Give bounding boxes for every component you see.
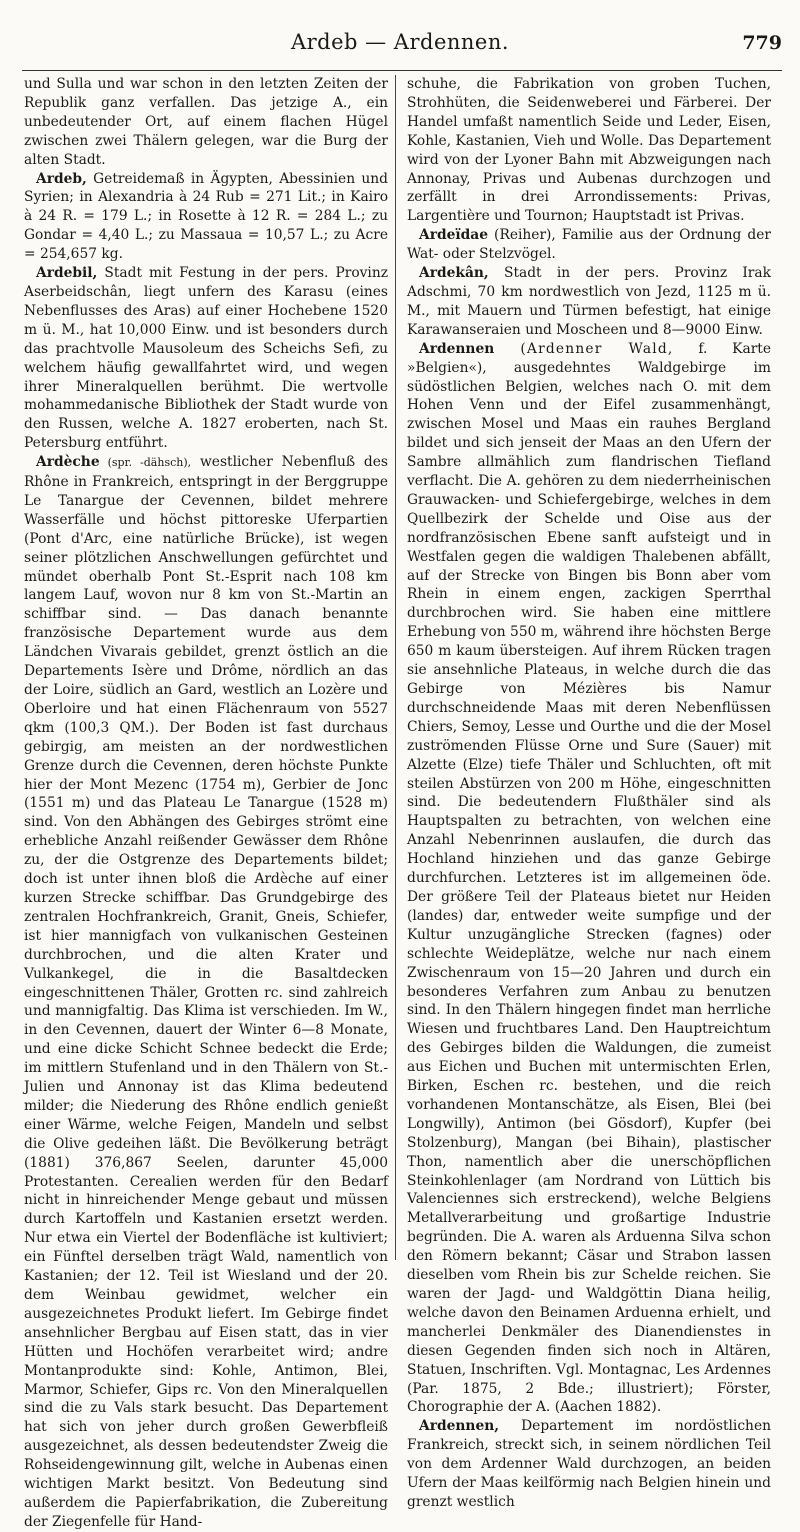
entry-ardennen <box>407 340 771 1418</box>
right-column <box>407 75 772 1510</box>
entry-ardebil-text: Stadt mit Festung in der pers. Provinz Aserbeidschân, liegt unfern des Karasu (eines Nebenflusses des Aras) auf einer Hochebene 1520 m ü. M., hat 10,000 Einw. und ist besonders durch das prachtvolle Mausoleum des Scheichs Sefi, zu welchem häufig gewallfahrtet wird, und wegen ihrer Mineralquellen berühmt. Die wertvolle mohammedanische Bibliothek der Stadt wurde von den Russen, welche A. 1827 eroberten, nach St. Petersburg entführt. <box>24 265 388 452</box>
page-number: 779 <box>742 32 782 54</box>
column-divider <box>395 75 396 1260</box>
entry-ardeidae-text: (Reiher), Familie aus der Ordnung der Wat- oder Stelzvögel. <box>407 227 771 263</box>
alt-name-ardennen: (Ardenner Wald, <box>494 340 674 357</box>
headword-ardennen-departement: Ardennen, <box>419 1418 500 1435</box>
entry-ardekan-text: Stadt in der pers. Provinz Irak Adschmi, 70 km nordwestlich von Jezd, 1125 m ü. M., mit Mauern und Türmen befestigt, hat einige Karawanseraien und Moscheen und 8—9000 Einw. <box>407 265 771 338</box>
entry-ardeidae <box>407 226 771 264</box>
left-column <box>24 75 388 1530</box>
entry-continuation: und Sulla und war schon in den letzten Zeiten der Republik ganz verfallen. Das jetzige A., ein unbedeutender Ort, auf einem flachen Hügel zwischen zwei Thälern gelegen, war die Burg der alten Stadt. <box>24 76 388 168</box>
headword-ardeche: Ardèche <box>36 454 100 471</box>
running-title: Ardeb — Ardennen. <box>290 30 510 54</box>
page-header <box>0 30 800 60</box>
headword-ardennen: Ardennen <box>419 340 495 357</box>
headword-ardekan: Ardekân, <box>419 265 489 282</box>
entry-ardekan <box>407 264 771 340</box>
entry-ardebil <box>24 264 388 453</box>
headword-ardeb: Ardeb, <box>36 170 87 187</box>
headword-ardeidae: Ardeïdae <box>419 227 489 244</box>
entry-ardeb <box>24 170 388 265</box>
entry-ardennen-departement-text: Departement im nordöstlichen Frankreich, streckt sich, in seinem nördlichen Teil von dem Ardenner Wald durchzogen, an beiden Ufern der Maas keilförmig nach Belgien hinein und grenzt westlich <box>407 1418 771 1510</box>
entry-ardennen-text: f. Karte »Belgien«), ausgedehntes Waldgebirge im südöstlichen Belgien, welches nach O. mit dem Hohen Venn und der Eifel zusammenhängt, zwischen Mosel und Maas ein rauhes Bergland bildet und sich jenseit der Maas an den Ufern der Sambre allmählich zum flandrischen Tiefland verflacht. Die A. gehören zu dem niederrheinischen Grauwacken- und Schiefergebirge, welches in dem Quellbezirk der Schelde und Oise aus der nordfranzösischen Ebene sanft aufsteigt und in Westfalen gegen die waldigen Thalebenen abfällt, auf der Strecke von Bingen bis Bonn aber vom Rhein in einem engen, zackigen Sperrthal durchbrochen wird. Sie haben eine mittlere Erhebung von 550 m, während ihre höchsten Berge 650 m kaum übersteigen. Auf ihrem Rücken tragen sie ansehnliche Plateaus, in welche durch die das Gebirge von Mézières bis Namur durchschneidende Maas mit deren Nebenflüssen Chiers, Semoy, Lesse und Ourthe und die der Mosel zuströmenden Flüsse Orne und Sure (Sauer) mit Alzette (Elze) tiefe Thäler und Schluchten, oft mit steilen Abstürzen von 200 m Höhe, eingeschnitten sind. Die bedeutendern Flußthäler sind als Hauptspalten zu betrachten, von welchen eine Anzahl Nebenrinnen auslaufen, die durch das Hochland hinziehen und das ganze Gebirge durchfurchen. Letzteres ist im allgemeinen öde. Der größere Teil der Plateaus bietet nur Heiden (landes) dar, entweder weite sumpfige und der Kultur unzugängliche Strecken (fagnes) oder schlechte Weideplätze, welche nur nach einem Zwischenraum von 15—20 Jahren und durch ein besonderes Verfahren zum Anbau zu benutzen sind. In den Thälern hingegen findet man herrliche Wiesen und fruchtbares Land. Den Hauptreichtum des Gebirges bilden die Waldungen, die zumeist aus Eichen und Buchen mit untermischten Erlen, Birken, Eschen rc. bestehen, und die reich vorhandenen Montanschätze, als Eisen, Blei (bei Longwilly), Antimon (bei Gösdorf), Kupfer (bei Stolzenburg), Mangan (bei Bihain), plastischer Thon, namentlich aber die unerschöpflichen Steinkohlenlager (am Nordrand von Lüttich bis Valenciennes sich erstreckend), welche Belgiens Metallverarbeitung und großartige Industrie begründen. Die A. waren als Arduenna Silva schon den Römern bekannt; Cäsar und Strabon lassen dieselben vom Rhein bis zur Schelde reichen. Sie waren der Jagd- und Waldgöttin Diana heilig, welche davon den Beinamen Arduenna erhielt, und mancherlei Denkmäler des Dianendienstes in diesen Gegenden finden sich noch in Altären, Statuen, Inschriften. Vgl. Montagnac, Les Ardennes (Par. 1875, 2 Bde.; illustriert); Förster, Chorographie der A. (Aachen 1882). <box>407 340 772 1416</box>
header-rule <box>22 70 782 71</box>
pronunciation-ardeche: (spr. -dähsch), <box>99 456 192 470</box>
entry-ardeb-text: Getreidemaß in Ägypten, Abessinien und Syrien; in Alexandria à 24 Rub = 271 Lit.; in Kairo à 24 R. = 179 L.; in Rosette à 12 R. = 284 L.; zu Gondar = 4,40 L.; zu Massaua = 10,57 L.; zu Acre = 254,657 kg. <box>24 170 388 263</box>
entry-ardennen-departement <box>407 1417 771 1512</box>
entry-ardeche <box>24 453 388 1532</box>
headword-ardebil: Ardebil, <box>36 265 98 282</box>
entry-continuation: schuhe, die Fabrikation von groben Tuchen, Strohhüten, die Seidenweberei und Färberei. Der Handel umfaßt namentlich Seide und Leder, Eisen, Kohle, Kastanien, Vieh und Wolle. Das Departement wird von der Lyoner Bahn mit Abzweigungen nach Annonay, Privas und Aubenas durchzogen und zerfällt in drei Arrondissements: Privas, Largentière und Tournon; Hauptstadt ist Privas. <box>407 76 771 225</box>
entry-ardeche-text: westlicher Nebenfluß des Rhône in Frankreich, entspringt in der Berggruppe Le Tanargue der Cevennen, bildet mehrere Wasserfälle und höchst pittoreske Uferpartien (Pont d'Arc, eine natürliche Brücke), ist wegen seiner plötzlichen Anschwellungen gefürchtet und mündet oberhalb Pont St.-Esprit nach 108 km langem Lauf, wovon nur 8 km von St.-Martin an schiffbar sind. — Das danach benannte französische Departement wurde aus dem Ländchen Vivarais gebildet, grenzt östlich an die Departements Isère und Drôme, nördlich an das der Loire, südlich an Gard, westlich an Lozère und Oberloire und hat einen Flächenraum von 5527 qkm (100,3 QM.). Der Boden ist fast durchaus gebirgig, am meisten an der nordwestlichen Grenze durch die Cevennen, deren höchste Punkte hier der Mont Mezenc (1754 m), Gerbier de Jonc (1551 m) und das Plateau Le Tanargue (1528 m) sind. Von den Abhängen des Gebirges strömt eine erhebliche Anzahl reißender Gewässer dem Rhône zu, der die Ostgrenze des Departements bildet; doch ist unter ihnen bloß die Ardèche auf einer kurzen Strecke schiffbar. Das Grundgebirge des zentralen Hochfrankreich, Granit, Gneis, Schiefer, ist hier mannigfach von vulkanischen Gesteinen durchbrochen, und die alten Krater und Vulkankegel, die in die Basaltdecken eingeschnittenen Thäler, Grotten rc. sind zahlreich und mannigfaltig. Das Klima ist verschieden. Im W., in den Cevennen, dauert der Winter 6—8 Monate, und eine dicke Schicht Schnee bedeckt die Erde; im mittlern Stufenland und in den Thälern von St.-Julien und Annonay ist das Klima bedeutend milder; die Niederung des Rhône endlich genießt einer Wärme, welche Feigen, Mandeln und selbst die Olive gedeihen läßt. Die Bevölkerung beträgt (1881) 376,867 Seelen, darunter 45,000 Protestanten. Cerealien werden für den Bedarf nicht in hinreichender Menge gebaut und müssen durch Kartoffeln und Kastanien ersetzt werden. Nur etwa ein Viertel der Bodenfläche ist kultiviert; ein Fünftel derselben trägt Wald, namentlich von Kastanien; der 12. Teil ist Wiesland und der 20. dem Weinbau gewidmet, welcher ein ausgezeichnetes Produkt liefert. Im Gebirge findet ansehnlicher Bergbau auf Eisen statt, das in vier Hütten und Hochöfen verarbeitet wird; andre Montanprodukte sind: Kohle, Antimon, Blei, Marmor, Schiefer, Gips rc. Von den Mineralquellen sind die zu Vals stark besucht. Das Departement hat sich von jeher durch großen Gewerbfleiß ausgezeichnet, als dessen bedeutendster Zweig die Rohseidengewinnung gilt, welche in Aubenas einen wichtigen Markt besitzt. Von Bedeutung sind außerdem die Papierfabrikation, die Zubereitung der Ziegenfelle für Hand- <box>24 454 388 1530</box>
